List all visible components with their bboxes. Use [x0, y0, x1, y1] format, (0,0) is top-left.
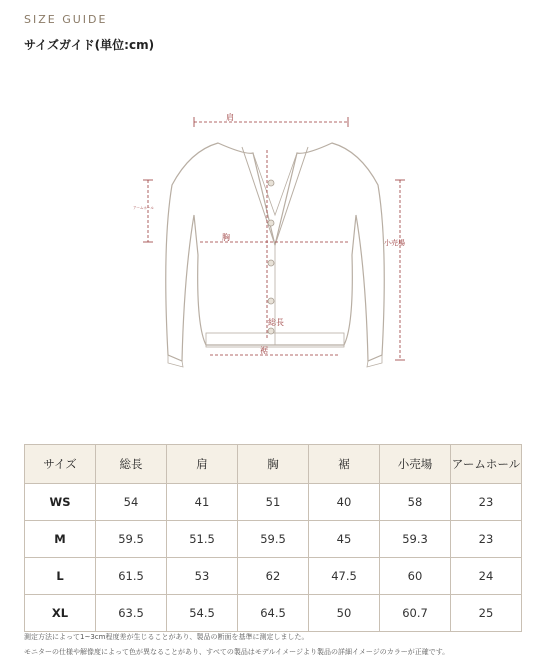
size-cell: M: [25, 521, 96, 558]
table-cell: 61.5: [96, 558, 167, 595]
table-cell: 45: [309, 521, 380, 558]
table-cell: 58: [380, 484, 451, 521]
chest-label: 胸: [222, 233, 230, 242]
table-cell: 24: [451, 558, 522, 595]
table-cell: 23: [451, 484, 522, 521]
column-header-length: 総長: [96, 445, 167, 484]
measurement-note: 測定方法によって1~3cm程度差が生じることがあり、製品の断面を基準に測定しました。: [24, 633, 309, 641]
size-cell: WS: [25, 484, 96, 521]
table-cell: 59.3: [380, 521, 451, 558]
size-cell: L: [25, 558, 96, 595]
table-cell: 51.5: [167, 521, 238, 558]
table-row: [25, 595, 522, 632]
table-cell: 59.5: [238, 521, 309, 558]
size-guide-header: SIZE GUIDE: [24, 13, 108, 26]
table-cell: 63.5: [96, 595, 167, 632]
column-header-armhole: アームホール: [451, 445, 522, 484]
table-cell: 41: [167, 484, 238, 521]
size-table-header-row: [25, 445, 522, 484]
table-row: [25, 558, 522, 595]
sleeve-label: 小売場: [384, 239, 405, 247]
column-header-hem: 裾: [309, 445, 380, 484]
table-cell: 54: [96, 484, 167, 521]
hem-label: 裾: [260, 346, 268, 355]
table-cell: 59.5: [96, 521, 167, 558]
table-row: [25, 521, 522, 558]
table-cell: 23: [451, 521, 522, 558]
color-note: モニターの仕様や解像度によって色が異なることがあり、すべての製品はモデルイメージより製品の詳細イメージのカラーが正確です。: [24, 648, 450, 656]
size-table: [24, 444, 522, 632]
column-header-shoulder: 肩: [167, 445, 238, 484]
column-header-chest: 胸: [238, 445, 309, 484]
table-cell: 51: [238, 484, 309, 521]
size-guide-subtitle: サイズガイド(単位:cm): [24, 38, 155, 52]
column-header-size: サイズ: [25, 445, 96, 484]
table-cell: 47.5: [309, 558, 380, 595]
armhole-label: アームホール: [133, 206, 154, 210]
table-cell: 50: [309, 595, 380, 632]
table-cell: 60: [380, 558, 451, 595]
length-label: 総長: [268, 318, 284, 327]
size-cell: XL: [25, 595, 96, 632]
cardigan-measurement-diagram: [130, 105, 420, 390]
table-cell: 54.5: [167, 595, 238, 632]
table-cell: 64.5: [238, 595, 309, 632]
table-cell: 60.7: [380, 595, 451, 632]
shoulder-label: 肩: [226, 113, 234, 122]
table-cell: 53: [167, 558, 238, 595]
column-header-sleeve: 小売場: [380, 445, 451, 484]
cardigan-outline: [166, 143, 385, 367]
table-cell: 62: [238, 558, 309, 595]
table-cell: 40: [309, 484, 380, 521]
table-row: [25, 484, 522, 521]
table-cell: 25: [451, 595, 522, 632]
